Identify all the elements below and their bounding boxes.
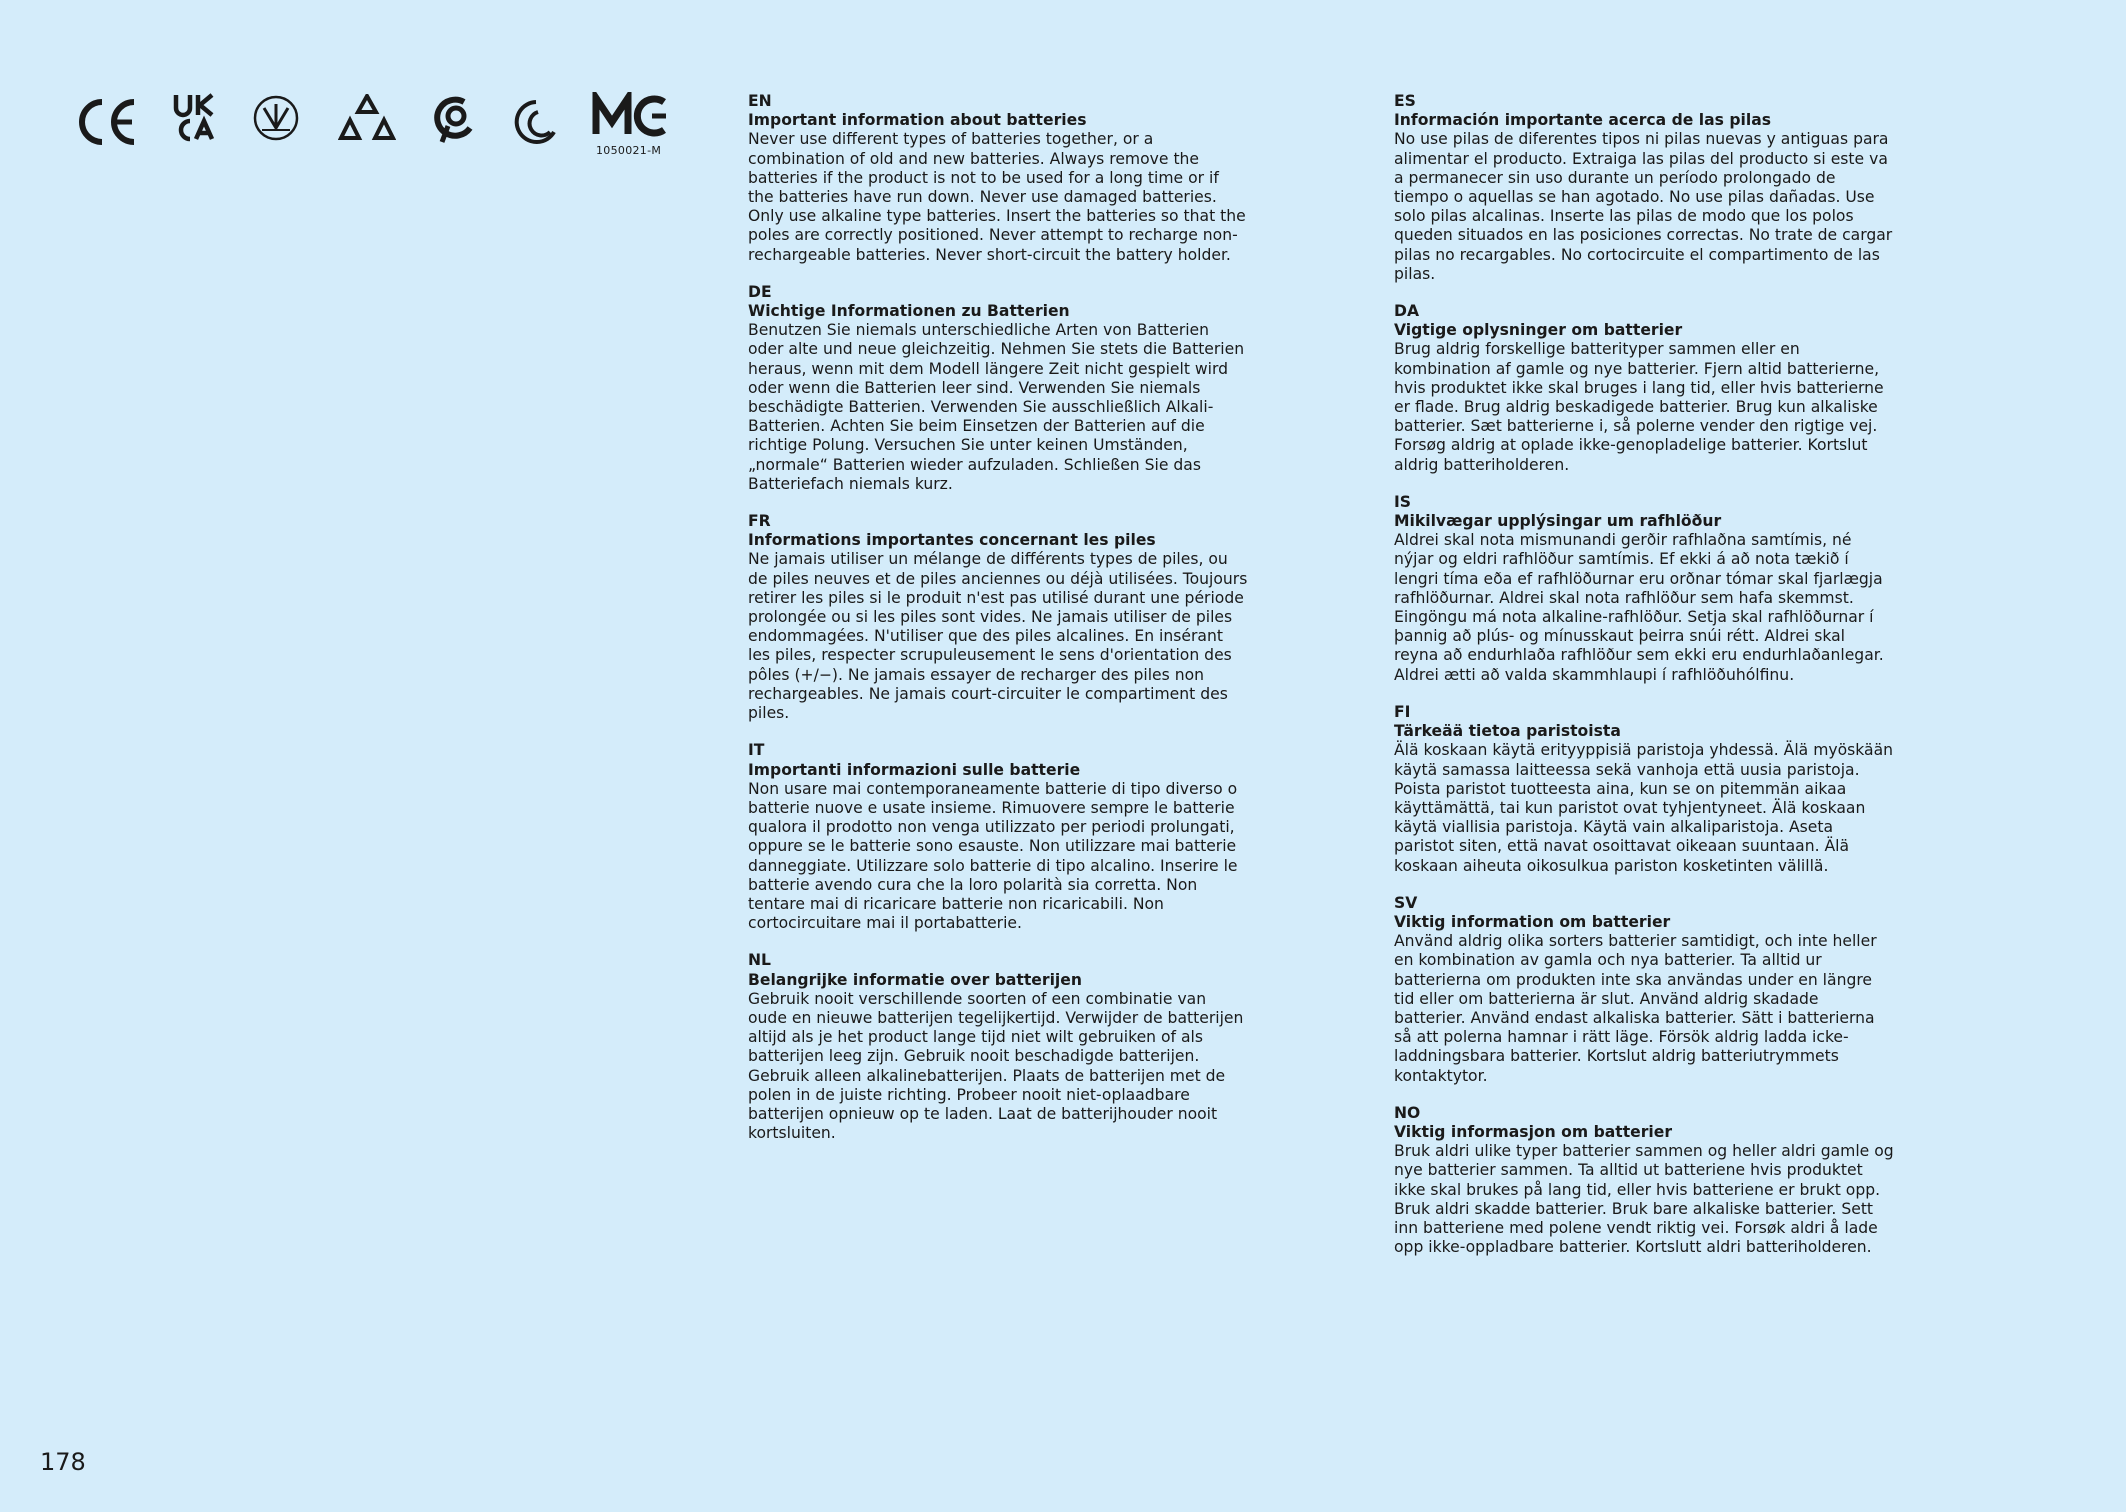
section-it xyxy=(748,741,1248,933)
swirl-mark-icon xyxy=(430,94,476,146)
mc-mark-icon xyxy=(592,92,672,138)
section-body: Använd aldrig olika sorters batterier samtidigt, och inte heller en kombination av gamla och nya batterier. Ta alltid ur batterierna om produkten inte ska användas under en längre tid eller om batterierna är slut. Använd aldrig skadade batterier. Använd endast alkaliska batterier. Sätt i batterierna så att polerna hamnar i rätt läge. Försök aldrig ladda icke-laddningsbara batterier. Kortslut aldrig batteriutrymmets kontaktytor. xyxy=(1394,932,1877,1085)
section-body: Non usare mai contemporaneamente batterie di tipo diverso o batterie nuove e usate insieme. Rimuovere sempre le batterie qualora il prodotto non venga utilizzato per periodi prolungati, oppure se le batterie sono esauste. Non utilizzare mai batterie danneggiate. Utilizzare solo batterie di tipo alcalino. Inserire le batterie avendo cura che la loro polarità sia corretta. Non tentare mai di ricaricare batterie non ricaricabili. Non cortocircuitare mai il portabatterie. xyxy=(748,779,1238,933)
section-heading: Vigtige oplysninger om batterier xyxy=(1394,321,1683,340)
section-heading: Información importante acerca de las pilas xyxy=(1394,111,1772,130)
section-es xyxy=(1394,92,1894,284)
section-heading: Viktig information om batterier xyxy=(1394,912,1671,931)
section-no xyxy=(1394,1104,1894,1258)
right-column xyxy=(1394,92,1894,1275)
section-language-code: NO xyxy=(1394,1103,1421,1122)
section-language-code: FI xyxy=(1394,702,1411,721)
ukca-mark-icon xyxy=(172,92,216,142)
section-fi xyxy=(1394,703,1894,876)
mc-certificate-code: 1050021-M xyxy=(596,144,662,157)
section-language-code: FR xyxy=(748,512,771,531)
section-heading: Importanti informazioni sulle batterie xyxy=(748,760,1081,779)
recycling-triangles-icon xyxy=(338,94,396,144)
section-heading: Informations importantes concernant les piles xyxy=(748,531,1156,550)
section-language-code: SV xyxy=(1394,893,1418,912)
section-body: Benutzen Sie niemals unterschiedliche Arten von Batterien oder alte und neue gleichzeitig. Nehmen Sie stets die Batterien heraus, wenn mit dem Modell längere Zeit nicht gespielt wird oder wenn die Batterien leer sind. Verwenden Sie niemals beschädigte Batterien. Verwenden Sie ausschließlich Alkali-Batterien. Achten Sie beim Einsetzen der Batterien auf die richtige Polung. Versuchen Sie unter keinen Umständen, „normale“ Batterien wieder aufzuladen. Schließen Sie das Batteriefach niemals kurz. xyxy=(748,321,1245,493)
section-body: Älä koskaan käytä erityyppisiä paristoja yhdessä. Älä myöskään käytä samassa laitteessa sekä vanhoja että uusia paristoja. Poista paristot tuotteesta aina, kun se on pitemmän aikaa käyttämättä, tai kun paristot ovat tyhjentyneet. Älä koskaan käytä viallisia paristoja. Käytä vain alkaliparistoja. Aseta paristot siten, että navat osoittavat oikeaan suuntaan. Älä koskaan aiheuta oikosulkua pariston kosketinten välillä. xyxy=(1394,741,1894,875)
section-body: No use pilas de diferentes tipos ni pilas nuevas y antiguas para alimentar el producto. Extraiga las pilas del producto si este va a permanecer sin uso durante un período prolongado de tiempo o aquellas se han agotado. No use pilas dañadas. Use solo pilas alcalinas. Inserte las pilas de modo que los polos queden situados en las posiciones correctas. No trate de cargar pilas no recargables. No cortocircuite el compartimento de las pilas. xyxy=(1394,130,1893,283)
section-da xyxy=(1394,302,1894,475)
section-language-code: DA xyxy=(1394,302,1420,321)
section-body: Never use different types of batteries together, or a combination of old and new batteries. Always remove the batteries if the product is not to be used for a long time or if the batteries have run down. Never use damaged batteries. Only use alkaline type batteries. Insert the batteries so that the poles are correctly positioned. Never attempt to recharge non-rechargeable batteries. Never short-circuit the battery holder. xyxy=(748,130,1246,264)
section-heading: Mikilvægar upplýsingar um rafhlöður xyxy=(1394,512,1722,531)
section-heading: Tärkeää tietoa paristoista xyxy=(1394,722,1621,741)
section-language-code: NL xyxy=(748,951,771,970)
section-heading: Viktig informasjon om batterier xyxy=(1394,1122,1673,1141)
section-language-code: IS xyxy=(1394,492,1412,511)
section-body: Bruk aldri ulike typer batterier sammen og heller aldri gamle og nye batterier sammen. Ta alltid ut batteriene hvis produktet ikke skal brukes på lang tid, eller hvis batteriene er brukt opp. Bruk aldri skadde batterier. Bruk bare alkaliske batterier. Sett inn batteriene med polene vendt riktig vei. Forsøk aldri å lade opp ikke-oppladbare batterier. Kortslutt aldri batteriholderen. xyxy=(1394,1142,1894,1257)
section-body: Brug aldrig forskellige batterityper sammen eller en kombination af gamle og nye batterier. Fjern altid batterierne, hvis produktet ikke skal bruges i lang tid, eller hvis batterierne er flade. Brug aldrig beskadigede batterier. Brug kun alkaliske batterier. Sæt batterierne i, så polerne vender den rigtige vej. Forsøg aldrig at oplade ikke-genopladelige batterier. Kortslut aldrig batteriholderen. xyxy=(1394,340,1884,474)
section-heading: Wichtige Informationen zu Batterien xyxy=(748,302,1070,321)
section-body: Gebruik nooit verschillende soorten of een combinatie van oude en nieuwe batterijen tegelijkertijd. Verwijder de batterijen altijd als je het product lange tijd niet wilt gebruiken of als batterijen leeg zijn. Gebruik nooit beschadigde batterijen. Gebruik alleen alkalinebatterijen. Plaats de batterijen met de polen in de juiste richting. Probeer nooit niet-oplaadbare batterijen opnieuw op te laden. Laat de batterijhouder nooit kortsluiten. xyxy=(748,989,1244,1143)
page-number: 178 xyxy=(40,1448,86,1476)
section-body: Ne jamais utiliser un mélange de différents types de piles, ou de piles neuves et de piles anciennes ou déjà utilisées. Toujours retirer les piles si le produit n'est pas utilisé durant une période prolongée ou si les piles sont vides. Ne jamais utiliser de piles endommagées. N'utiliser que des piles alcalines. En insérant les piles, respecter scrupuleusement le sens d'orientation des pôles (+/−). Ne jamais essayer de recharger des piles non rechargeables. Ne jamais court-circuiter le compartiment des piles. xyxy=(748,550,1248,723)
section-language-code: ES xyxy=(1394,92,1416,110)
section-is xyxy=(1394,493,1894,685)
section-sv xyxy=(1394,894,1894,1086)
section-en xyxy=(748,92,1248,265)
left-column xyxy=(748,92,1248,1161)
section-de xyxy=(748,283,1248,494)
section-nl xyxy=(748,951,1248,1143)
crescent-mark-icon xyxy=(510,98,558,146)
section-body: Aldrei skal nota mismunandi gerðir rafhlaðna samtímis, né nýjar og eldri rafhlöður samtímis. Ef ekki á að nota tækið í lengri tíma eða ef rafhlöðurnar eru orðnar tómar skal fjarlægja rafhlöðurnar. Aldrei skal nota rafhlöður sem hafa skemmst. Eingöngu má nota alkaline-rafhlöður. Setja skal rafhlöðurnar í þannig að plús- og mínusskaut þeirra snúi rétt. Aldrei skal reyna að endurhlaða rafhlöður sem ekki eru endurhlaðanlegar. Aldrei ætti að valda skammhlaupi í rafhlöðuhólfinu. xyxy=(1394,531,1884,684)
section-language-code: IT xyxy=(748,741,765,760)
section-fr xyxy=(748,512,1248,723)
eac-circle-mark-icon xyxy=(252,92,300,144)
ce-mark-icon xyxy=(78,96,138,148)
section-heading: Belangrijke informatie over batterijen xyxy=(748,970,1082,989)
section-heading: Important information about batteries xyxy=(748,111,1087,130)
section-language-code: EN xyxy=(748,92,772,110)
certification-marks xyxy=(78,96,678,176)
section-language-code: DE xyxy=(748,282,772,301)
